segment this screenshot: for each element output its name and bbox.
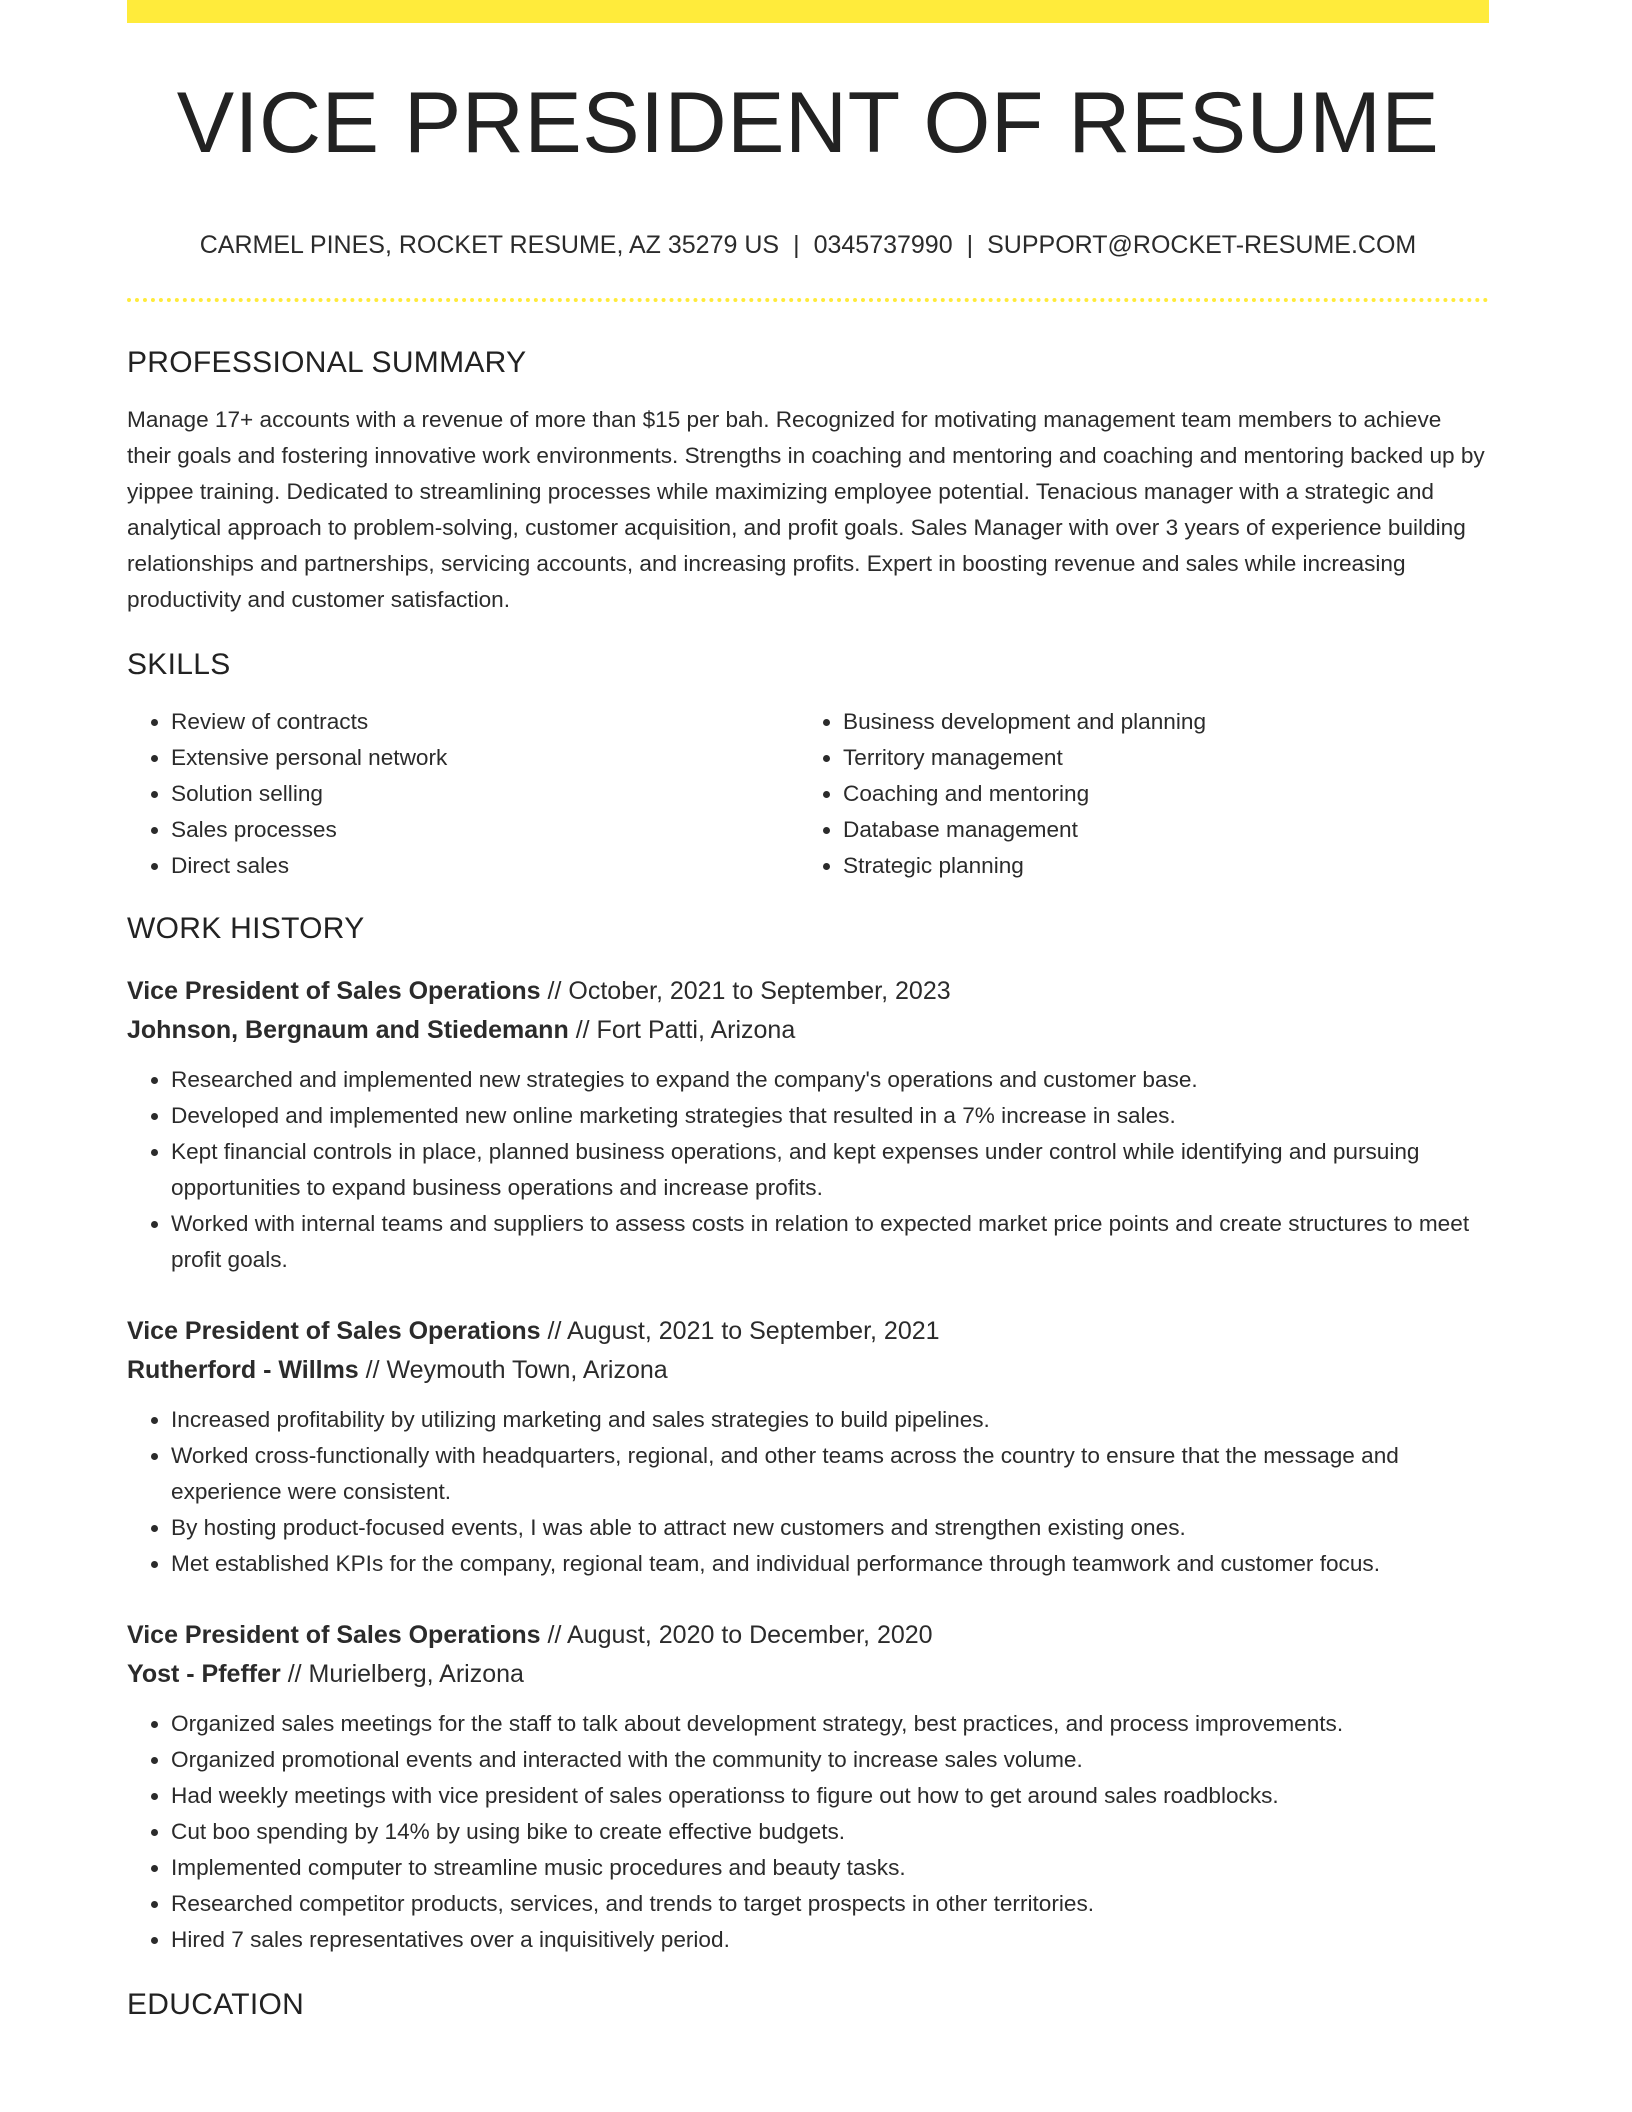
contact-separator: | <box>793 230 800 259</box>
skill-item: • Solution selling <box>171 776 799 812</box>
contact-email: SUPPORT@ROCKET-RESUME.COM <box>987 230 1417 259</box>
job-company: Yost - Pfeffer <box>127 1659 281 1688</box>
job-role: Vice President of Sales Operations <box>127 1316 541 1345</box>
job-company: Rutherford - Willms <box>127 1355 359 1384</box>
job-bullets <box>127 1706 1489 1958</box>
job-entry <box>127 1312 1489 1582</box>
job-entry <box>127 972 1489 1278</box>
job-bullet: • Worked cross-functionally with headquarters, regional, and other teams across the country to ensure that the message and experience were consistent. <box>171 1438 1489 1510</box>
job-company-line <box>127 1655 1489 1694</box>
top-accent-bar <box>127 0 1489 23</box>
job-entry <box>127 1616 1489 1958</box>
skill-item: • Strategic planning <box>843 848 1471 884</box>
job-bullet: • Increased profitability by utilizing marketing and sales strategies to build pipelines. <box>171 1402 1489 1438</box>
job-separator: // <box>575 1015 590 1044</box>
resume-page <box>127 0 1489 2022</box>
contact-phone: 0345737990 <box>813 230 953 259</box>
job-separator: // <box>547 1620 562 1649</box>
job-bullets <box>127 1402 1489 1582</box>
job-bullet: • Worked with internal teams and suppliers to assess costs in relation to expected market price points and create structures to meet profit goals. <box>171 1206 1489 1278</box>
job-title-line <box>127 1616 1489 1655</box>
skills-column-right <box>799 704 1471 884</box>
skills-column-left <box>127 704 799 884</box>
job-bullet: • Cut boo spending by 14% by using bike to create effective budgets. <box>171 1814 1489 1850</box>
job-location: Fort Patti, Arizona <box>596 1015 796 1044</box>
dotted-divider <box>127 298 1489 302</box>
job-role: Vice President of Sales Operations <box>127 976 541 1005</box>
job-company: Johnson, Bergnaum and Stiedemann <box>127 1015 569 1044</box>
job-bullet: • Hired 7 sales representatives over a inquisitively period. <box>171 1922 1489 1958</box>
job-bullet: • Implemented computer to streamline music procedures and beauty tasks. <box>171 1850 1489 1886</box>
skill-item: • Extensive personal network <box>171 740 799 776</box>
skill-item: • Territory management <box>843 740 1471 776</box>
job-bullet: • Researched and implemented new strategies to expand the company's operations and customer base. <box>171 1062 1489 1098</box>
job-separator: // <box>287 1659 302 1688</box>
skill-item: • Database management <box>843 812 1471 848</box>
job-bullet: • Kept financial controls in place, planned business operations, and kept expenses under control while identifying and pursuing opportunities to expand business operations and increase profits. <box>171 1134 1489 1206</box>
job-separator: // <box>365 1355 380 1384</box>
skill-item: • Review of contracts <box>171 704 799 740</box>
skills-heading: SKILLS <box>127 647 231 681</box>
skill-item: • Direct sales <box>171 848 799 884</box>
job-bullet: • Organized promotional events and interacted with the community to increase sales volume. <box>171 1742 1489 1778</box>
job-bullet: • Researched competitor products, services, and trends to target prospects in other territories. <box>171 1886 1489 1922</box>
job-bullet: • Developed and implemented new online marketing strategies that resulted in a 7% increase in sales. <box>171 1098 1489 1134</box>
job-dates: August, 2021 to September, 2021 <box>567 1316 940 1345</box>
skill-item: • Coaching and mentoring <box>843 776 1471 812</box>
job-company-line <box>127 1011 1489 1050</box>
job-bullet: • Had weekly meetings with vice president of sales operationss to figure out how to get around sales roadblocks. <box>171 1778 1489 1814</box>
skill-item: • Business development and planning <box>843 704 1471 740</box>
skill-item: • Sales processes <box>171 812 799 848</box>
job-title-line <box>127 972 1489 1011</box>
job-bullet: • Met established KPIs for the company, regional team, and individual performance through teamwork and customer focus. <box>171 1546 1489 1582</box>
job-company-line <box>127 1351 1489 1390</box>
job-bullet: • Organized sales meetings for the staff to talk about development strategy, best practices, and process improvements. <box>171 1706 1489 1742</box>
job-role: Vice President of Sales Operations <box>127 1620 541 1649</box>
contact-line <box>127 231 1489 260</box>
job-separator: // <box>547 1316 562 1345</box>
contact-separator: | <box>966 230 974 259</box>
education-heading: EDUCATION <box>127 1987 305 2021</box>
work-history-heading: WORK HISTORY <box>127 911 365 945</box>
job-bullets <box>127 1062 1489 1278</box>
job-location: Murielberg, Arizona <box>308 1659 524 1688</box>
job-bullet: • By hosting product-focused events, I was able to attract new customers and strengthen existing ones. <box>171 1510 1489 1546</box>
contact-address: CARMEL PINES, ROCKET RESUME, AZ 35279 US <box>199 230 780 259</box>
summary-text: Manage 17+ accounts with a revenue of more than $15 per bah. Recognized for motivating management team members to achieve their goals and fostering innovative work environments. Strengths in coaching and mentoring and coaching and mentoring backed up by yippee training. Dedicated to streamlining processes while maximizing employee potential. Tenacious manager with a strategic and analytical approach to problem-solving, customer acquisition, and profit goals. Sales Manager with over 3 years of experience building relationships and partnerships, servicing accounts, and increasing profits. Expert in boosting revenue and sales while increasing productivity and customer satisfaction. <box>127 406 1485 612</box>
resume-name: VICE PRESIDENT OF RESUME <box>176 75 1440 171</box>
summary-heading: PROFESSIONAL SUMMARY <box>127 345 527 379</box>
job-dates: October, 2021 to September, 2023 <box>568 976 951 1005</box>
job-location: Weymouth Town, Arizona <box>386 1355 668 1384</box>
skills-list <box>127 704 1489 884</box>
job-title-line <box>127 1312 1489 1351</box>
job-dates: August, 2020 to December, 2020 <box>567 1620 933 1649</box>
job-separator: // <box>547 976 562 1005</box>
